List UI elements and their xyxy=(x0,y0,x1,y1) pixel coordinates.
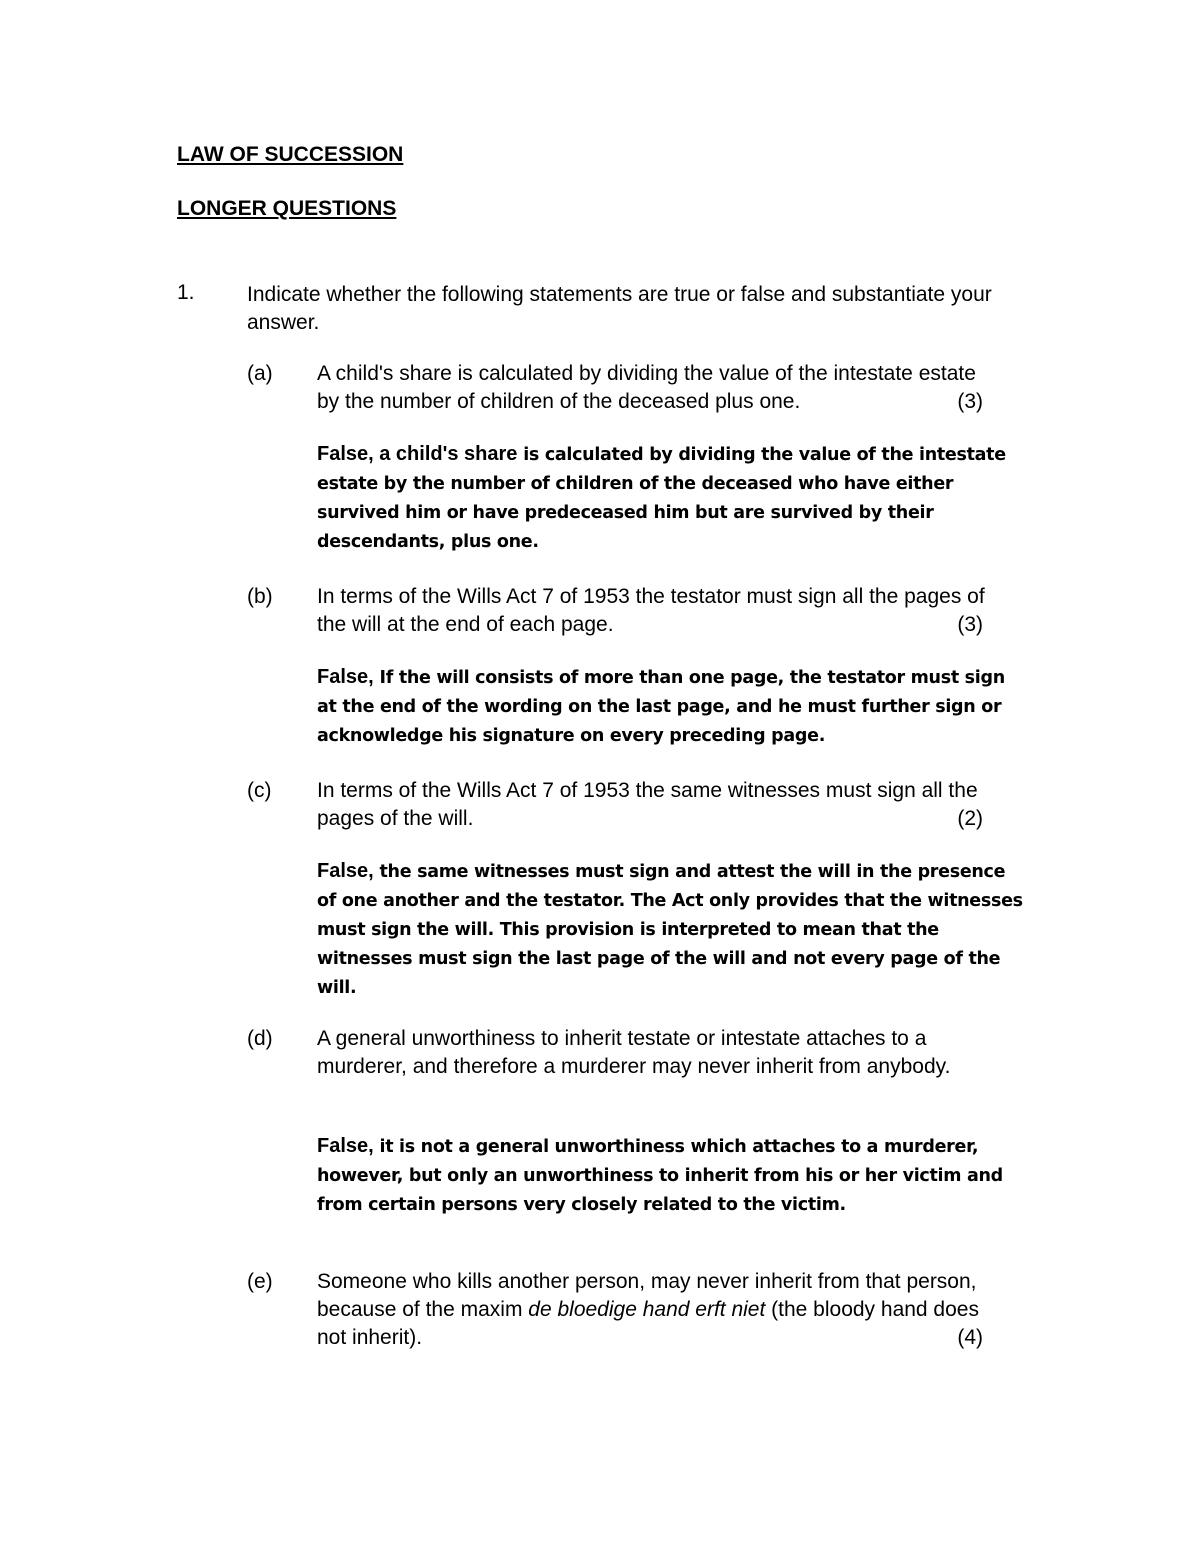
item-marks: (2) xyxy=(957,807,983,830)
answer-text: the same witnesses must sign and attest the will in the presence of one another and the testator. The Act only provides that the witnesses must sign the will. This provision is interpreted to mean that the witnesses must sign the last page of the will and not every page of the will. xyxy=(317,862,1023,998)
item-letter: (a) xyxy=(247,362,273,385)
item-letter: (d) xyxy=(247,1027,273,1050)
answer-label: False, a child's share xyxy=(317,443,518,465)
item-marks: (3) xyxy=(957,613,983,636)
item-letter: (b) xyxy=(247,585,273,608)
answer-label: False, xyxy=(317,1135,374,1157)
item-statement: In terms of the Wills Act 7 of 1953 the same witnesses must sign all the pages of the will. xyxy=(317,779,978,830)
item-letter: (c) xyxy=(247,779,272,802)
question-number: 1. xyxy=(177,281,195,304)
item-answer xyxy=(317,663,1027,751)
item-statement: In terms of the Wills Act 7 of 1953 the testator must sign all the pages of the will at the end of each page. xyxy=(317,585,985,636)
answer-text: it is not a general unworthiness which attaches to a murderer, however, but only an unworthiness to inherit from his or her victim and from certain persons very closely related to the victim. xyxy=(317,1137,1003,1215)
item-statement: A general unworthiness to inherit testate or intestate attaches to a murderer, and therefore a murderer may never inherit from anybody. xyxy=(317,1027,951,1078)
item-answer xyxy=(317,440,1027,557)
statement-text-before: Someone who kills another person, may never inherit from that person, because of the maxim xyxy=(317,1270,977,1321)
answer-text: is calculated by dividing the value of the intestate estate by the number of children of the deceased who have either survived him or have predeceased him but are survived by their descendants, plus one. xyxy=(317,445,1006,552)
document-subtitle: LONGER QUESTIONS xyxy=(177,197,397,220)
latin-maxim: de bloedige hand erft niet xyxy=(528,1298,766,1321)
item-statement xyxy=(317,1268,987,1352)
answer-text: If the will consists of more than one page, the testator must sign at the end of the wording on the last page, and he must further sign or acknowledge his signature on every preceding page. xyxy=(317,668,1005,746)
item-answer xyxy=(317,1132,1027,1220)
item-marks: (4) xyxy=(957,1326,983,1349)
answer-label: False, xyxy=(317,666,374,688)
question-instruction: Indicate whether the following statements are true or false and substantiate your answer. xyxy=(247,283,992,334)
document-title: LAW OF SUCCESSION xyxy=(177,143,404,166)
item-marks: (3) xyxy=(957,390,983,413)
statement-text-after: (the bloody hand does not inherit). xyxy=(317,1298,979,1349)
item-answer xyxy=(317,857,1027,1003)
item-statement: A child's share is calculated by dividing the value of the intestate estate by the number of children of the deceased plus one. xyxy=(317,362,976,413)
item-letter: (e) xyxy=(247,1270,273,1293)
answer-label: False, xyxy=(317,860,374,882)
